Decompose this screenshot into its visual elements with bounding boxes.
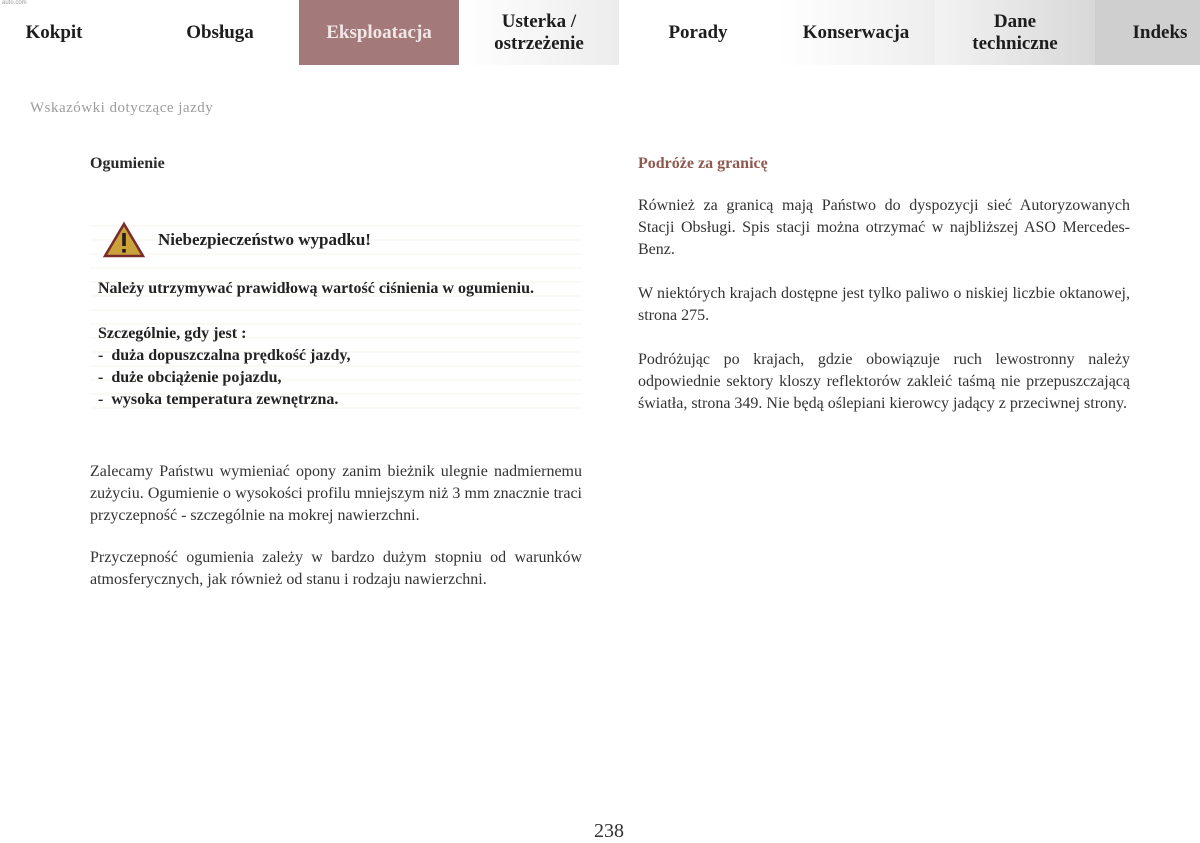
watermark: auto.com (2, 0, 27, 6)
list-item: - duże obciążenie pojazdu, (98, 367, 574, 389)
warning-box (90, 213, 582, 419)
tab-kokpit[interactable]: Kokpit (25, 21, 83, 43)
top-navigation (0, 0, 1200, 65)
right-column (638, 155, 1130, 415)
tab-usterka-ostrzezenie[interactable]: Usterka / ostrzeżenie (459, 0, 619, 65)
tab-eksploatacja[interactable]: Eksploatacja (299, 0, 459, 65)
heading-ogumienie: Ogumienie (90, 155, 165, 172)
paragraph-tire-replacement: Zalecamy Państwu wymieniać opony zanim bieżnik ulegnie nadmiernemu zużyciu. Ogumienie o wysokości profilu mniejszym niż 3 mm znacznie traci przyczepność - szczególnie na mokrej nawierzchni. (90, 463, 582, 524)
heading-podroze: Podróże za granicę (638, 155, 768, 172)
paragraph-service-network: Również za granicą mają Państwo do dyspozycji sieć Autoryzowanych Stacji Obsługi. Spis stacji można otrzymać w najbliższej ASO Mercedes-Benz. (638, 197, 1130, 258)
warning-triangle-icon (102, 221, 146, 259)
warning-list (98, 345, 574, 411)
warning-list-intro: Szczególnie, gdy jest : (98, 325, 247, 342)
page-number: 238 (594, 820, 624, 842)
tab-porady[interactable]: Porady (668, 21, 728, 43)
warning-title-row (102, 221, 574, 259)
paragraph-tire-grip: Przyczepność ogumienia zależy w bardzo dużym stopniu od warunków atmosferycznych, jak również od stanu i rodzaju nawierzchni. (90, 549, 582, 588)
tab-dane-techniczne[interactable]: Dane techniczne (935, 0, 1095, 65)
warning-title: Niebezpieczeństwo wypadku! (158, 230, 371, 249)
left-column (90, 155, 582, 591)
tab-konserwacja[interactable]: Konserwacja (777, 0, 935, 65)
list-item: - wysoka temperatura zewnętrzna. (98, 389, 574, 411)
list-item: - duża dopuszczalna prędkość jazdy, (98, 345, 574, 367)
tab-obsluga[interactable]: Obsługa (186, 21, 254, 43)
paragraph-fuel: W niektórych krajach dostępne jest tylko paliwo o niskiej liczbie oktanowej, strona 275. (638, 285, 1130, 324)
section-header: Wskazówki dotyczące jazdy (30, 100, 214, 116)
paragraph-left-hand-traffic: Podróżując po krajach, gdzie obowiązuje ruch lewostronny należy odpowiednie sektory kloszy reflektorów zakleić taśmą nie przepuszczającą światła, strona 349. Nie będą oślepiani kierowcy jadący z przeciwnej strony. (638, 351, 1130, 412)
tab-indeks[interactable]: Indeks (1095, 0, 1200, 65)
warning-text: Należy utrzymywać prawidłową wartość ciśnienia w ogumieniu. (98, 280, 534, 297)
